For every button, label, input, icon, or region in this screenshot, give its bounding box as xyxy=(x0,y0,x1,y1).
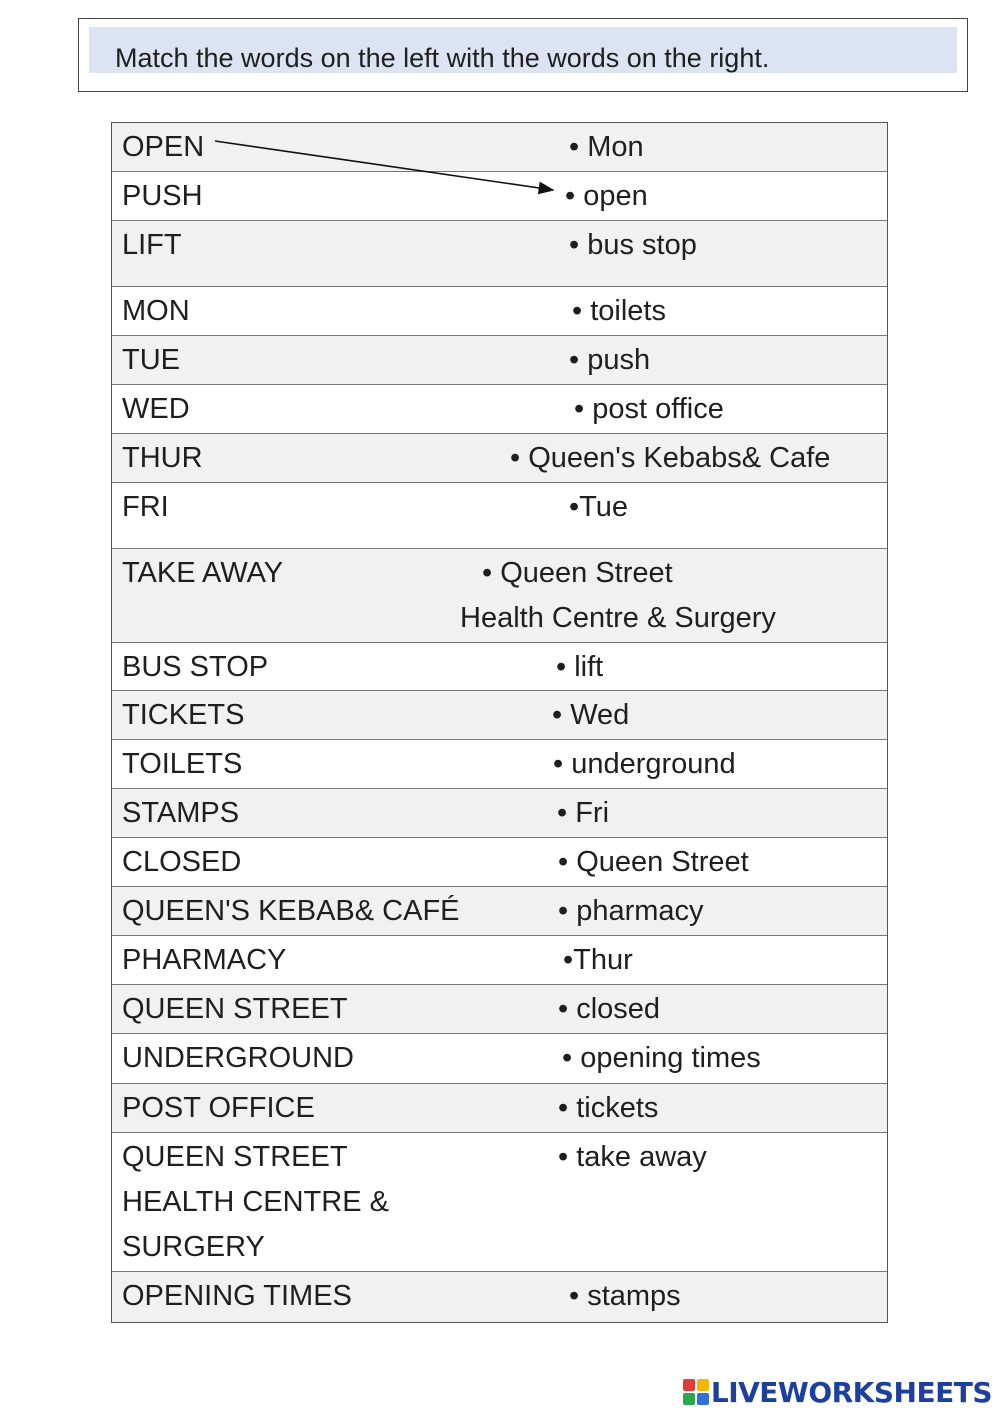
table-row xyxy=(112,1084,887,1133)
left-term-line: QUEEN STREET xyxy=(122,1141,348,1173)
right-term[interactable] xyxy=(510,436,830,481)
right-term[interactable] xyxy=(460,551,776,641)
right-term-line: • Queen Street xyxy=(558,846,749,878)
right-term-line: • bus stop xyxy=(569,229,697,261)
right-term[interactable] xyxy=(574,387,724,432)
right-term[interactable] xyxy=(553,742,736,787)
left-term xyxy=(122,742,242,787)
left-term-line: QUEEN'S KEBAB& CAFÉ xyxy=(122,895,460,927)
left-term-line: TICKETS xyxy=(122,699,245,731)
table-row xyxy=(112,336,887,385)
left-term-line: TAKE AWAY xyxy=(122,557,284,589)
right-term[interactable] xyxy=(563,938,633,983)
left-term-line: OPEN xyxy=(122,131,205,163)
left-term xyxy=(122,551,283,596)
table-row xyxy=(112,789,887,838)
right-term[interactable] xyxy=(565,174,648,219)
table-row xyxy=(112,483,887,549)
right-term-line: • post office xyxy=(574,393,724,425)
left-term xyxy=(122,693,244,738)
left-term xyxy=(122,174,203,219)
instruction-text: Match the words on the left with the words on the right. xyxy=(115,43,770,73)
right-term[interactable] xyxy=(569,338,650,383)
table-row xyxy=(112,985,887,1034)
right-term[interactable] xyxy=(569,485,628,530)
right-term-line: • Queen's Kebabs& Cafe xyxy=(510,442,831,474)
right-term[interactable] xyxy=(569,1274,681,1319)
right-term-line: •Tue xyxy=(569,491,629,523)
right-term-line: • open xyxy=(565,180,648,212)
left-term xyxy=(122,1135,389,1270)
left-term xyxy=(122,791,239,836)
left-term-line: BUS STOP xyxy=(122,651,269,683)
right-term-line: • Wed xyxy=(552,699,630,731)
right-term-line: • pharmacy xyxy=(558,895,704,927)
logo-mark-square xyxy=(683,1393,695,1405)
right-term-line: • closed xyxy=(558,993,661,1025)
right-term[interactable] xyxy=(557,791,609,836)
table-row xyxy=(112,287,887,336)
left-term-line: CLOSED xyxy=(122,846,242,878)
left-term-line: UNDERGROUND xyxy=(122,1042,354,1074)
left-term xyxy=(122,938,286,983)
right-term[interactable] xyxy=(558,1135,707,1180)
right-term-line: • tickets xyxy=(558,1092,659,1124)
table-row xyxy=(112,643,887,691)
left-term-line: TUE xyxy=(122,344,180,376)
right-term-line: • Fri xyxy=(557,797,610,829)
table-row xyxy=(112,385,887,434)
right-term-line: • toilets xyxy=(572,295,666,327)
right-term[interactable] xyxy=(569,125,644,170)
right-term-line: • push xyxy=(569,344,651,376)
table-row xyxy=(112,838,887,887)
left-term xyxy=(122,289,190,334)
right-term-line: • Queen Street xyxy=(482,557,673,589)
left-term-line: QUEEN STREET xyxy=(122,993,348,1025)
table-row xyxy=(112,1272,887,1322)
right-term-line: •Thur xyxy=(563,944,633,976)
logo-text: LIVEWORKSHEETS xyxy=(710,1375,992,1409)
left-term-line: LIFT xyxy=(122,229,182,261)
left-term xyxy=(122,1274,352,1319)
right-term[interactable] xyxy=(562,1036,761,1081)
left-term-line: STAMPS xyxy=(122,797,240,829)
left-term-line: HEALTH CENTRE & xyxy=(122,1186,389,1218)
matching-table xyxy=(111,122,888,1323)
left-term-line: THUR xyxy=(122,442,203,474)
table-row xyxy=(112,123,887,172)
table-row xyxy=(112,936,887,985)
right-term[interactable] xyxy=(552,693,629,738)
table-row xyxy=(112,549,887,643)
left-term xyxy=(122,338,180,383)
left-term-line: SURGERY xyxy=(122,1231,265,1263)
right-term-line: • Mon xyxy=(569,131,644,163)
left-term xyxy=(122,1036,354,1081)
table-row xyxy=(112,1133,887,1272)
left-term xyxy=(122,223,182,268)
left-term xyxy=(122,436,203,481)
right-term-line: • underground xyxy=(553,748,736,780)
table-row xyxy=(112,221,887,287)
left-term-line: OPENING TIMES xyxy=(122,1280,352,1312)
left-term-line: FRI xyxy=(122,491,169,523)
left-term-line: POST OFFICE xyxy=(122,1092,315,1124)
right-term-line: • opening times xyxy=(562,1042,761,1074)
logo-mark-icon xyxy=(683,1379,709,1405)
table-row xyxy=(112,1034,887,1084)
right-term-line: • take away xyxy=(558,1141,707,1173)
right-term-line: • lift xyxy=(556,651,604,683)
table-row xyxy=(112,887,887,936)
left-term-line: TOILETS xyxy=(122,748,243,780)
left-term-line: PHARMACY xyxy=(122,944,287,976)
left-term xyxy=(122,485,169,530)
table-row xyxy=(112,172,887,221)
right-term-line: Health Centre & Surgery xyxy=(460,602,776,634)
left-term xyxy=(122,987,348,1032)
left-term xyxy=(122,645,268,690)
instruction-box xyxy=(78,18,968,92)
right-term[interactable] xyxy=(572,289,666,334)
right-term-line: • stamps xyxy=(569,1280,681,1312)
left-term xyxy=(122,1086,315,1131)
logo-mark-square xyxy=(683,1379,695,1391)
left-term-line: PUSH xyxy=(122,180,203,212)
right-term[interactable] xyxy=(556,645,603,690)
left-term xyxy=(122,125,204,170)
table-row xyxy=(112,691,887,740)
right-term[interactable] xyxy=(569,223,697,268)
liveworksheets-logo xyxy=(683,1375,992,1409)
left-term-line: WED xyxy=(122,393,190,425)
right-term[interactable] xyxy=(558,987,660,1032)
left-term-line: MON xyxy=(122,295,190,327)
left-term xyxy=(122,889,460,934)
left-term xyxy=(122,840,241,885)
logo-mark-square xyxy=(697,1393,709,1405)
logo-mark-square xyxy=(697,1379,709,1391)
right-term[interactable] xyxy=(558,889,704,934)
right-term[interactable] xyxy=(558,1086,658,1131)
table-row xyxy=(112,434,887,483)
right-term[interactable] xyxy=(558,840,749,885)
instruction-banner xyxy=(89,27,957,73)
table-row xyxy=(112,740,887,789)
left-term xyxy=(122,387,190,432)
